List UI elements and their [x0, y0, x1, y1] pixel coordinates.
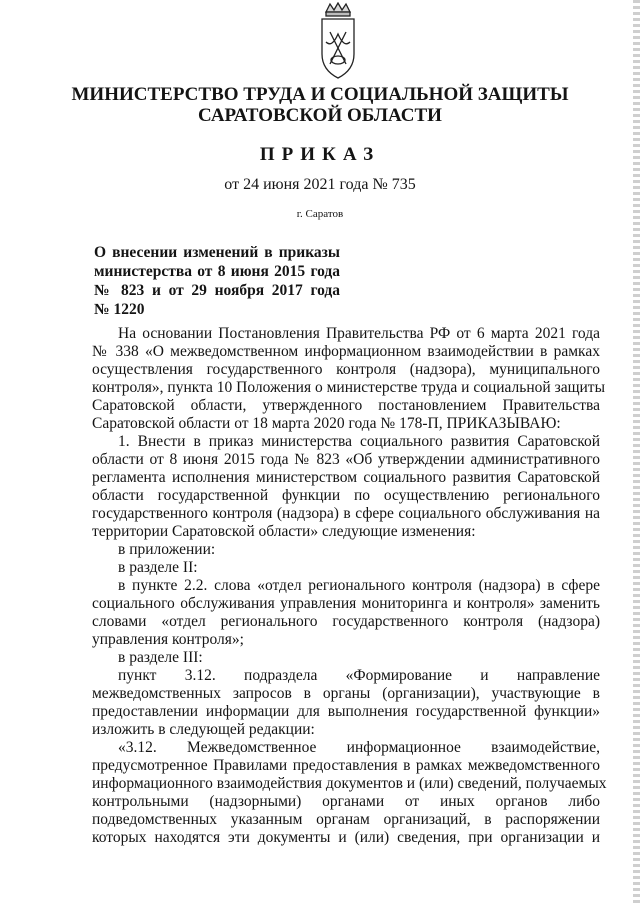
body-line: Саратовской области от 18 марта 2020 года № 178-П, ПРИКАЗЫВАЮ:	[92, 415, 561, 432]
order-title: ПРИКАЗ	[259, 144, 381, 165]
order-subject	[94, 243, 340, 319]
body-line: территории Саратовской области» следующие изменения:	[92, 523, 476, 540]
body-line: социального обслуживания управления мониторинга и контроля» заменить	[92, 595, 600, 612]
body-line: На основании Постановления Правительства РФ от 6 марта 2021 года	[118, 325, 600, 342]
order-city: г. Саратов	[296, 208, 344, 220]
body-line: информационного взаимодействия документов и (или) сведений, получаемых	[92, 775, 607, 792]
body-line: предусмотренное Правилами предоставления в рамках межведомственного	[92, 757, 600, 774]
body-line: контрольными (надзорными) органами от иных органов либо	[92, 793, 600, 810]
order-date: от 24 июня 2021 года № 735	[224, 176, 416, 193]
body-line: предоставлении информации для выполнения государственной функции»	[92, 703, 600, 720]
body-line: «3.12. Межведомственное информационное взаимодействие,	[118, 739, 600, 756]
ministry-name-line-2: САРАТОВСКОЙ ОБЛАСТИ	[198, 105, 442, 126]
ministry-name-line-1: МИНИСТЕРСТВО ТРУДА И СОЦИАЛЬНОЙ ЗАЩИТЫ	[71, 84, 569, 105]
body-line: 1. Внести в приказ министерства социального развития Саратовской	[118, 433, 600, 450]
body-line: области государственной функции по осуществлению регионального	[92, 487, 600, 504]
body-line: пункт 3.12. подраздела «Формирование и направление	[118, 667, 600, 684]
body-line: словами «отдел регионального государственного контроля (надзора)	[92, 613, 600, 630]
body-line: в приложении:	[118, 541, 216, 558]
body-line: Саратовской области, утвержденного постановлением Правительства	[92, 397, 600, 414]
body-line: изложить в следующей редакции:	[92, 721, 315, 738]
body-line: в разделе III:	[118, 649, 203, 666]
subject-line: министерства от 8 июня 2015 года	[94, 263, 340, 280]
subject-line: № 823 и от 29 ноября 2017 года	[94, 282, 340, 299]
order-body	[92, 325, 607, 847]
body-line: осуществления государственного контроля (надзора), муниципального	[92, 361, 600, 378]
body-line: контроля», пункта 10 Положения о министерстве труда и социальной защиты	[92, 379, 605, 396]
subject-line: О внесении изменений в приказы	[94, 244, 340, 261]
body-line: области от 8 июня 2015 года № 823 «Об утверждении административного	[92, 451, 600, 468]
body-line: управления контроля»;	[92, 631, 244, 648]
body-line: № 338 «О межведомственном информационном взаимодействии в рамках	[92, 343, 600, 360]
subject-line: № 1220	[94, 301, 145, 318]
page-edge	[633, 0, 640, 905]
body-line: в разделе II:	[118, 559, 198, 576]
body-line: в пункте 2.2. слова «отдел регионального контроля (надзора) в сфере	[118, 577, 600, 594]
body-line: которых находятся эти документы и (или) сведения, при организации и	[92, 829, 600, 846]
body-line: регламента исполнения министерством социального развития Саратовской	[92, 469, 600, 486]
ministry-name	[0, 84, 640, 126]
body-line: подведомственных указанным органам организаций, в распоряжении	[92, 811, 600, 828]
body-line: межведомственных запросов в органы (организации), участвующие в	[92, 685, 600, 702]
body-line: государственного контроля (надзора) в сфере социального обслуживания на	[92, 505, 600, 522]
coat-of-arms-icon	[312, 2, 364, 84]
